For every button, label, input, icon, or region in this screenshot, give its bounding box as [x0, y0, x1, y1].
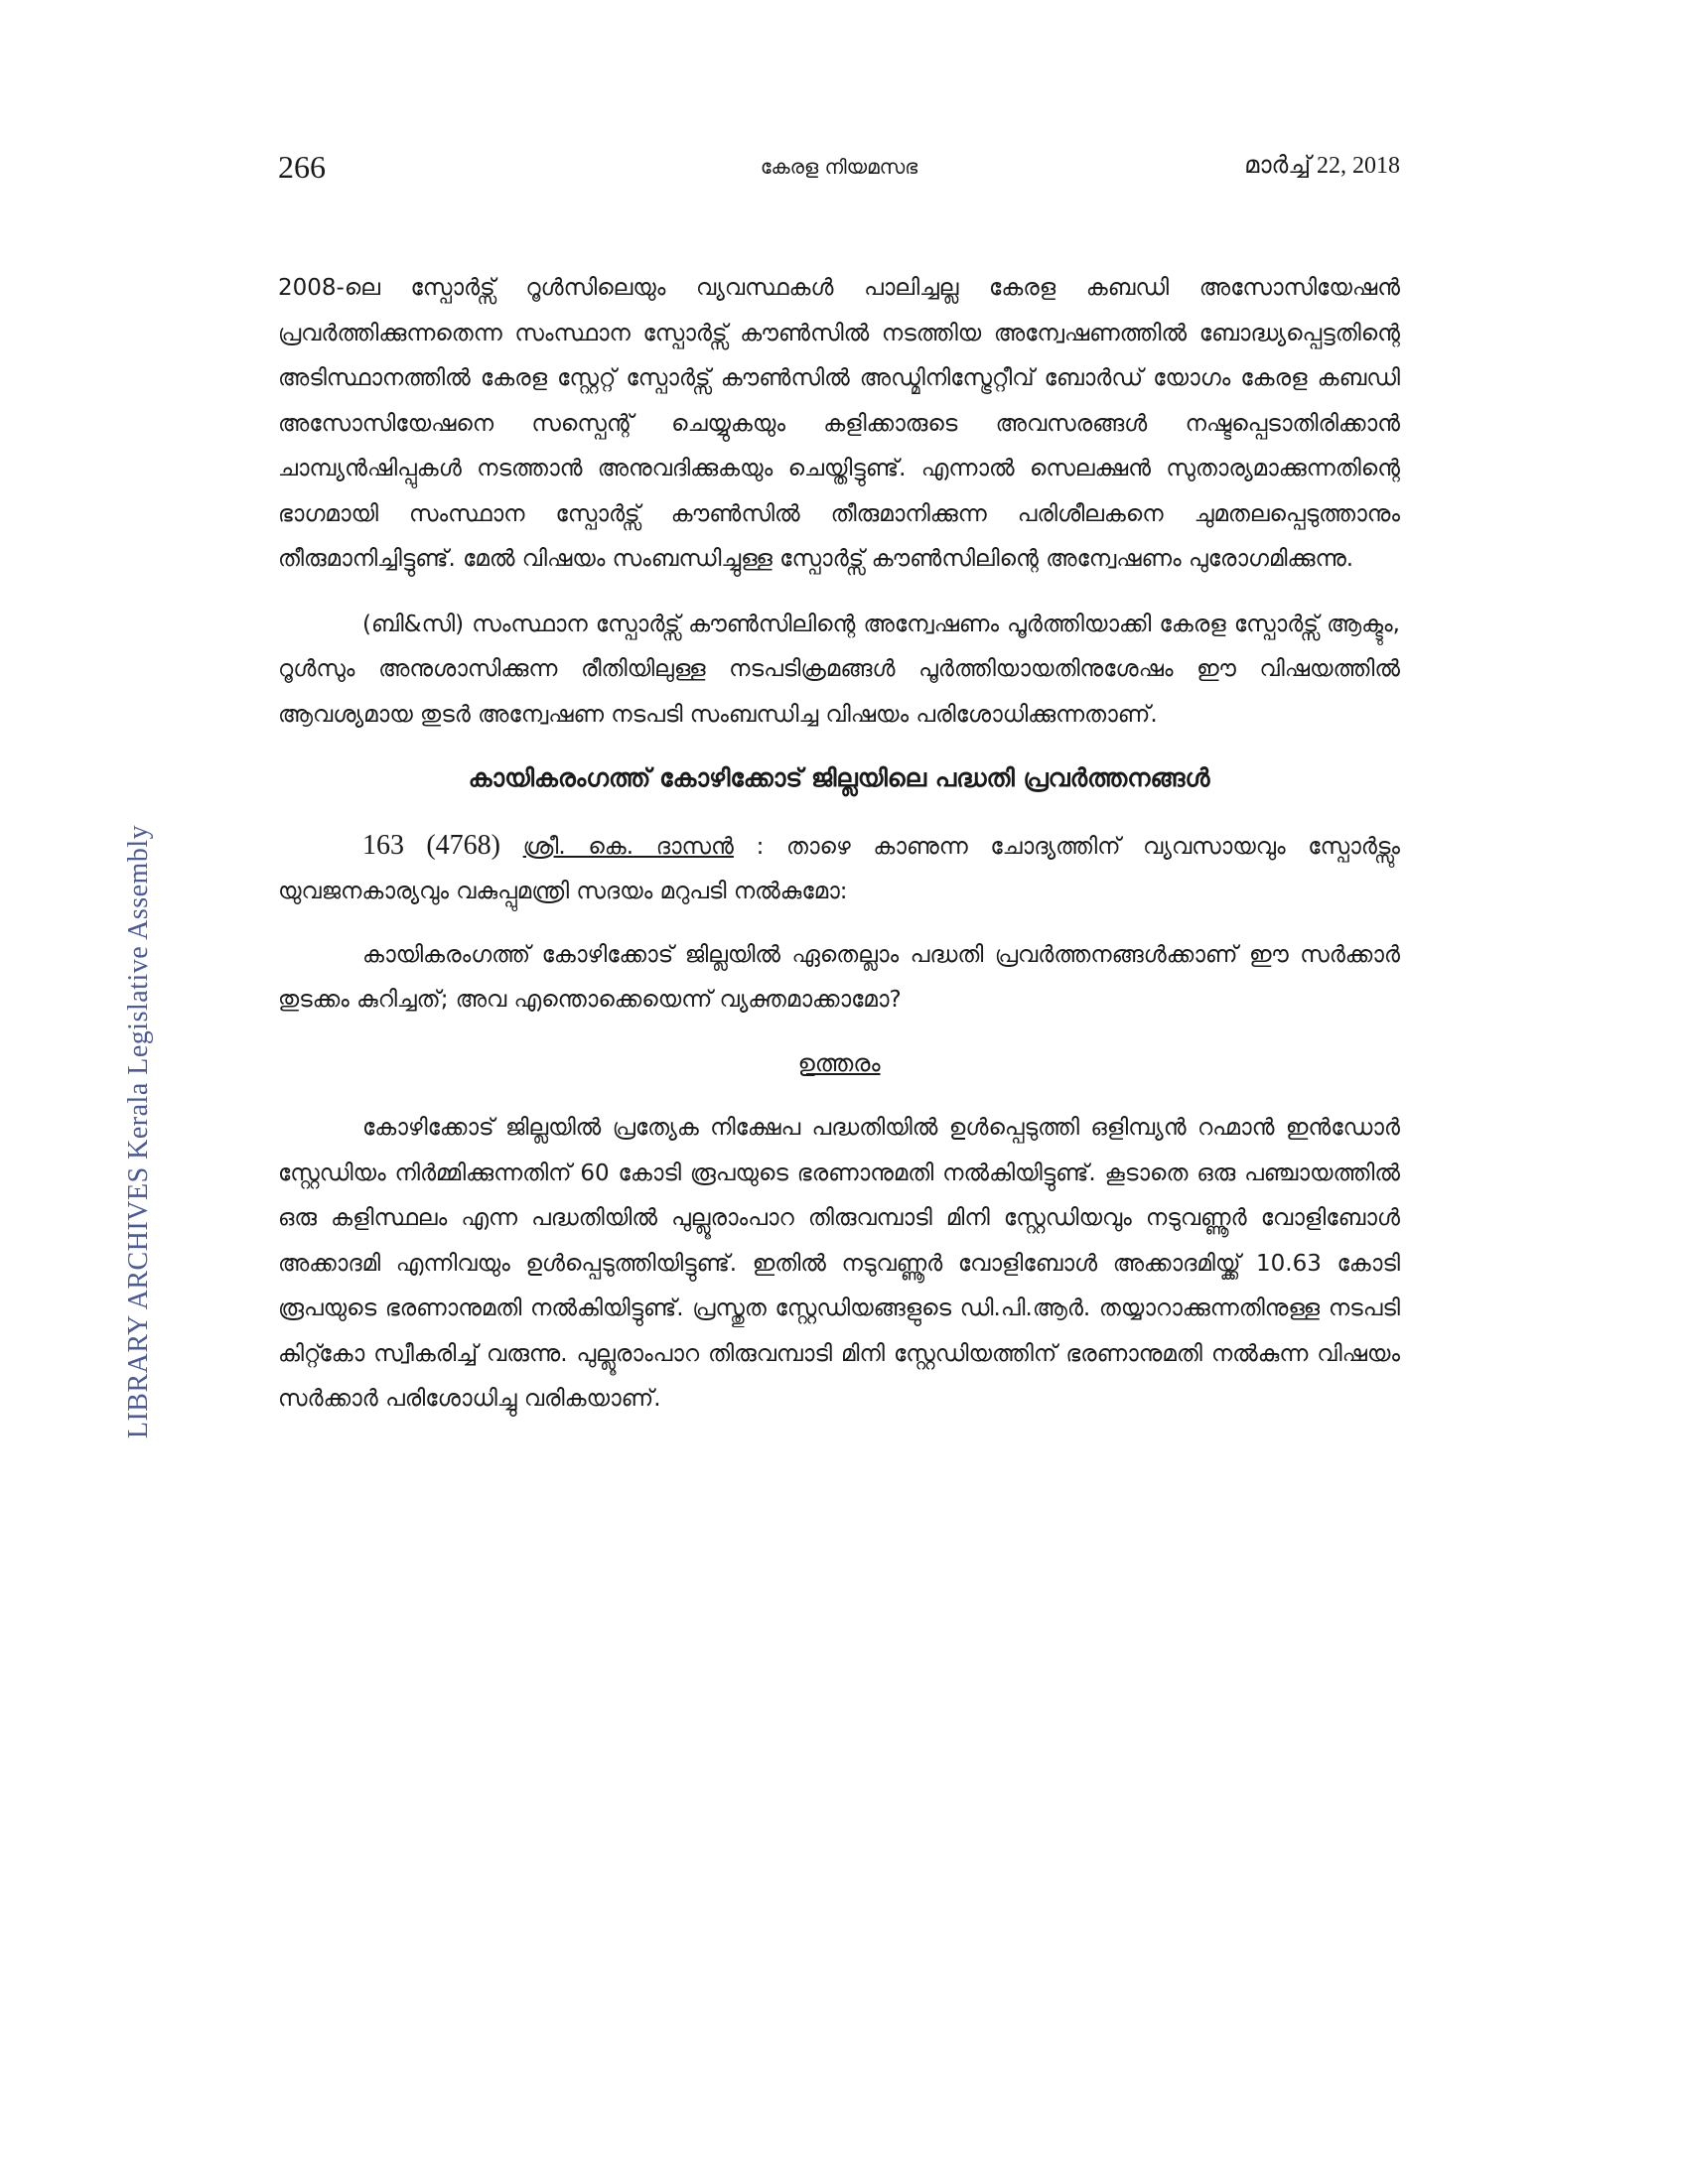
section-heading: കായികരംഗത്ത് കോഴിക്കോട് ജില്ലയിലെ പദ്ധതി പ്രവർത്തനങ്ങൾ [468, 763, 1210, 792]
archive-watermark: LIBRARY ARCHIVES Kerala Legislative Assembly [123, 824, 154, 1439]
question-body: കായികരംഗത്ത് കോഴിക്കോട് ജില്ലയിൽ ഏതെല്ലാം പദ്ധതി പ്രവർത്തനങ്ങൾക്കാണ് ഈ സർക്കാർ തുടക്കം കുറിച്ചത്; അവ എന്തൊക്കെയെന്ന് വ്യക്തമാക്കാമോ? [278, 941, 1400, 1013]
question-intro [278, 823, 1400, 915]
answer-body: കോഴിക്കോട് ജില്ലയിൽ പ്രത്യേക നിക്ഷേപ പദ്ധതിയിൽ ഉൾപ്പെടുത്തി ഒളിമ്പ്യൻ റഹ്മാൻ ഇൻഡോർ സ്റ്റേഡിയം നിർമ്മിക്കുന്നതിന് 60 കോടി രൂപയുടെ ഭരണാനുമതി നൽകിയിട്ടുണ്ട്. കൂടാതെ ഒരു പഞ്ചായത്തിൽ ഒരു കളിസ്ഥലം എന്ന പദ്ധതിയിൽ പുല്ലൂരാംപാറ തിരുവമ്പാടി മിനി സ്റ്റേഡിയവും നടുവണ്ണൂർ വോളിബോൾ അക്കാദമി എന്നിവയും ഉൾപ്പെടുത്തിയിട്ടുണ്ട്. ഇതിൽ നടുവണ്ണൂർ വോളിബോൾ അക്കാദമിയ്ക്ക് 10.63 കോടി രൂപയുടെ ഭരണാനുമതി നൽകിയിട്ടുണ്ട്. പ്രസ്തുത സ്റ്റേഡിയങ്ങളുടെ ഡി.പി.ആർ. തയ്യാറാക്കുന്നതിനുള്ള നടപടി കിറ്റ്കോ സ്വീകരിച്ച് വരുന്നു. പുല്ലൂരാംപാറ തിരുവമ്പാടി മിനി സ്റ്റേഡിയത്തിന് ഭരണാനുമതി നൽകുന്ന വിഷയം സർക്കാർ പരിശോധിച്ചു വരികയാണ്. [278, 1115, 1400, 1412]
answer-title: ഉത്തരം [797, 1048, 881, 1077]
paragraph-kabaddi-association: 2008-ലെ സ്പോർട്സ് റൂൾസിലെയും വ്യവസ്ഥകൾ പാലിച്ചല്ല കേരള കബഡി അസോസിയേഷൻ പ്രവർത്തിക്കുന്നതെന്ന സംസ്ഥാന സ്പോർട്സ് കൗൺസിൽ നടത്തിയ അന്വേഷണത്തിൽ ബോദ്ധ്യപ്പെട്ടതിന്റെ അടിസ്ഥാനത്തിൽ കേരള സ്റ്റേറ്റ് സ്പോർട്സ് കൗൺസിൽ അഡ്മിനിസ്ട്രേറ്റീവ് ബോർഡ് യോഗം കേരള കബഡി അസോസിയേഷനെ സസ്പെന്റ് ചെയ്യുകയും കളിക്കാരുടെ അവസരങ്ങൾ നഷ്ടപ്പെടാതിരിക്കാൻ ചാമ്പ്യൻഷിപ്പുകൾ നടത്താൻ അനുവദിക്കുകയും ചെയ്തിട്ടുണ്ട്. എന്നാൽ സെലക്ഷൻ സുതാര്യമാക്കുന്നതിന്റെ ഭാഗമായി സംസ്ഥാന സ്പോർട്സ് കൗൺസിൽ തീരുമാനിക്കുന്ന പരിശീലകനെ ചുമതലപ്പെടുത്താനും തീരുമാനിച്ചിട്ടുണ്ട്. മേൽ വിഷയം സംബന്ധിച്ചുള്ള സ്പോർട്സ് കൗൺസിലിന്റെ അന്വേഷണം പുരോഗമിക്കുന്നു. [278, 275, 1400, 572]
page-header [278, 149, 1400, 199]
page-date: മാർച്ച് 22, 2018 [1244, 153, 1400, 179]
running-title: കേരള നിയമസഭ [760, 155, 918, 179]
page-number: 266 [278, 149, 326, 185]
question-number: 163 (4768) [362, 829, 500, 861]
question-intro-text: : താഴെ കാണുന്ന ചോദ്യത്തിന് വ്യവസായവും സ്പോർട്സും യുവജനകാര്യവും വകുപ്പുമന്ത്രി സദയം മറുപടി നൽകുമോ: [278, 833, 1400, 904]
paragraph-b-c-answer: (ബി&സി) സംസ്ഥാന സ്പോർട്സ് കൗൺസിലിന്റെ അന്വേഷണം പൂർത്തിയാക്കി കേരള സ്പോർട്സ് ആക്ടും, റൂൾസും അനുശാസിക്കുന്ന രീതിയിലുള്ള നടപടിക്രമങ്ങൾ പൂർത്തിയായതിനുശേഷം ഈ വിഷയത്തിൽ ആവശ്യമായ തുടർ അന്വേഷണ നടപടി സംബന്ധിച്ച വിഷയം പരിശോധിക്കുന്നതാണ്. [278, 611, 1400, 728]
member-name: ശ്രീ. കെ. ദാസൻ [522, 833, 734, 860]
page-content [278, 266, 1400, 1423]
